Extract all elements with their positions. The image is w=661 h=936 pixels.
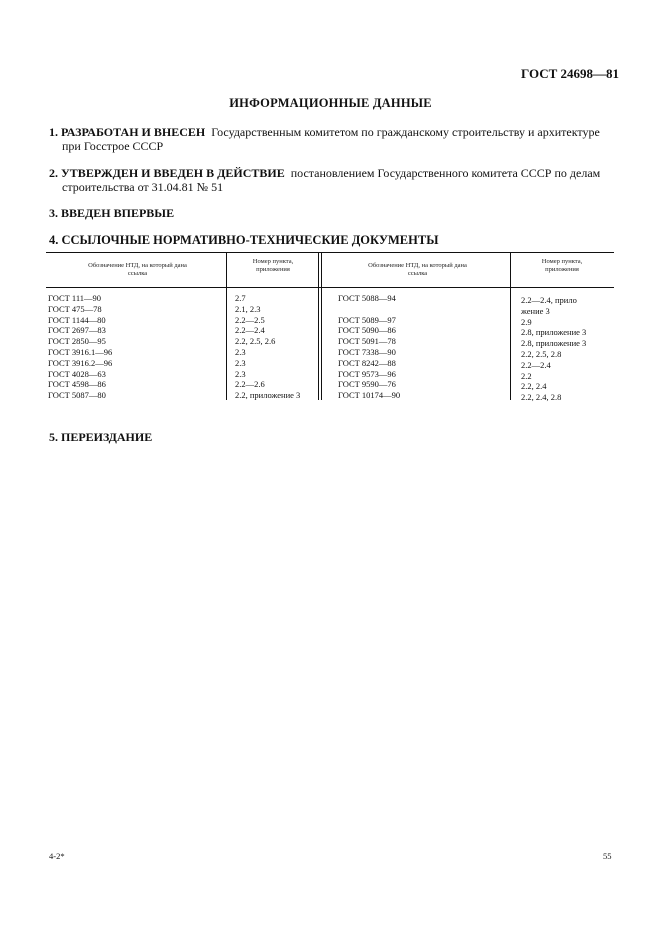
table-cell: 2.2, 2.4 xyxy=(521,381,547,392)
table-cell: 2.2—2.6 xyxy=(235,379,265,390)
table-cell: 2.7 xyxy=(235,293,246,303)
table-cell: 2.8, приложение 3 xyxy=(521,327,587,338)
table-cell: 2.2—2.4, прило xyxy=(521,295,577,305)
table-header-item-left xyxy=(228,258,318,274)
table-cell: 2.2—2.4 xyxy=(235,325,265,336)
table-cell: ГОСТ 9590—76 xyxy=(338,379,396,390)
table-cell: ГОСТ 1144—80 xyxy=(48,314,106,325)
table-cell: ГОСТ 3916.2—96 xyxy=(48,357,113,368)
table-cell: ГОСТ 2850—95 xyxy=(48,336,106,347)
table-cell: жение 3 xyxy=(521,305,550,316)
item-reissue: 5. ПЕРЕИЗДАНИЕ xyxy=(49,430,153,444)
table-cell: 2.1, 2.3 xyxy=(235,303,261,314)
table-cell: ГОСТ 4598—86 xyxy=(48,379,106,390)
gost-number: ГОСТ 24698—81 xyxy=(521,66,620,81)
table-header-item-right xyxy=(512,258,612,274)
page-title: ИНФОРМАЦИОННЫЕ ДАННЫЕ xyxy=(229,96,432,110)
item-first-introduced: 3. ВВЕДЕН ВПЕРВЫЕ xyxy=(49,206,175,220)
header-item-line2: приложения xyxy=(545,266,579,273)
table-cell: 2.8, приложение 3 xyxy=(521,338,587,349)
item-reference-docs: 4. ССЫЛОЧНЫЕ НОРМАТИВНО-ТЕХНИЧЕСКИЕ ДОКУМЕНТЫ xyxy=(49,233,439,247)
table-cell: ГОСТ 2697—83 xyxy=(48,325,106,336)
table-divider-2a xyxy=(318,252,319,400)
item-developed xyxy=(49,125,619,153)
item-approved-text-b: строительства от 31.04.81 № 51 xyxy=(62,180,224,194)
table-cell: ГОСТ 7338—90 xyxy=(338,346,396,357)
table-cell: 2.2, 2.4, 2.8 xyxy=(521,392,562,403)
item-developed-heading: 1. РАЗРАБОТАН И ВНЕСЕН xyxy=(49,125,206,139)
table-cell: 2.2, 2.5, 2.8 xyxy=(521,348,562,359)
item-developed-text-a: Государственным комитетом по гражданскому строительству и архитектуре xyxy=(211,125,600,139)
table-header-doc-right xyxy=(325,262,510,278)
table-divider-3 xyxy=(510,252,511,400)
table-column-right-items xyxy=(521,295,586,403)
table-cell: 2.2, 2.5, 2.6 xyxy=(235,336,276,347)
table-header-doc-left xyxy=(50,262,225,278)
table-cell: 2.3 xyxy=(235,346,246,357)
table-cell: ГОСТ 111—90 xyxy=(48,293,102,303)
table-cell: 2.3 xyxy=(235,368,246,379)
table-cell: ГОСТ 5090—86 xyxy=(338,325,396,336)
table-cell: ГОСТ 9573—96 xyxy=(338,368,396,379)
table-top-rule xyxy=(46,252,614,253)
table-cell: 2.3 xyxy=(235,357,246,368)
table-cell: ГОСТ 5091—78 xyxy=(338,336,396,347)
table-cell: 2.2—2.4 xyxy=(521,359,551,370)
table-column-left-docs xyxy=(48,293,112,401)
table-cell: ГОСТ 5089—97 xyxy=(338,314,396,325)
page-number: 55 xyxy=(603,851,612,861)
item-approved-heading: 2. УТВЕРЖДЕН И ВВЕДЕН В ДЕЙСТВИЕ xyxy=(49,166,285,180)
table-header-rule xyxy=(46,287,614,288)
footer-signature: 4-2* xyxy=(49,851,65,861)
header-item-line1: Номер пункта, xyxy=(541,258,583,265)
table-column-right-docs xyxy=(338,293,400,401)
header-doc-line1: Обозначение НТД, на который дана xyxy=(368,262,467,269)
header-item-line2: приложения xyxy=(256,266,290,273)
table-cell xyxy=(338,304,400,315)
item-developed-text-b: при Госстрое СССР xyxy=(62,139,164,153)
table-column-left-items xyxy=(235,293,300,401)
header-doc-line2: ссылка xyxy=(407,270,428,277)
table-cell: 2.2 xyxy=(521,370,532,381)
table-cell: 2.9 xyxy=(521,316,532,327)
table-cell: ГОСТ 10174—90 xyxy=(338,390,401,401)
table-cell: ГОСТ 4028—63 xyxy=(48,368,106,379)
table-cell: 2.2—2.5 xyxy=(235,314,265,325)
table-divider-2b xyxy=(321,252,322,400)
table-cell: 2.2, приложение 3 xyxy=(235,390,301,401)
table-cell: ГОСТ 5088—94 xyxy=(338,293,396,303)
item-approved xyxy=(49,166,619,194)
table-divider-1 xyxy=(226,252,227,400)
header-doc-line1: Обозначение НТД, на который дана xyxy=(88,262,187,269)
table-cell: ГОСТ 3916.1—96 xyxy=(48,346,113,357)
table-cell: ГОСТ 8242—88 xyxy=(338,357,396,368)
table-cell: ГОСТ 5087—80 xyxy=(48,390,106,401)
table-cell: ГОСТ 475—78 xyxy=(48,303,102,314)
header-item-line1: Номер пункта, xyxy=(252,258,294,265)
item-approved-text-a: постановлением Государственного комитета СССР по делам xyxy=(290,166,601,180)
header-doc-line2: ссылка xyxy=(127,270,148,277)
